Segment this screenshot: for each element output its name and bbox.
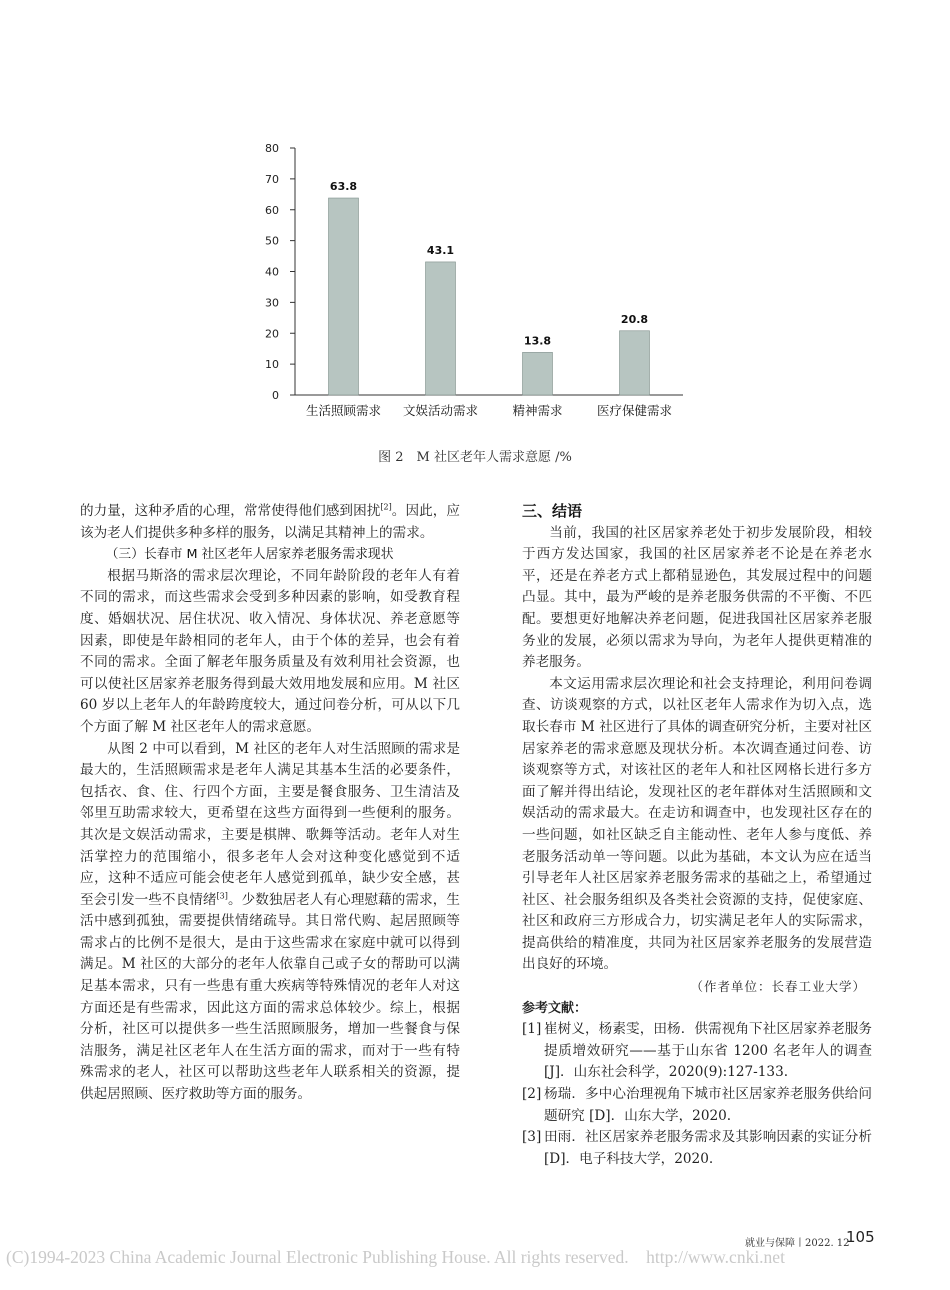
data-label: 13.8 xyxy=(523,334,552,348)
bar xyxy=(620,331,650,395)
citation: [2] xyxy=(380,502,392,512)
y-tick-label: 80 xyxy=(265,142,279,155)
bar xyxy=(329,198,359,395)
paragraph: 根据马斯洛的需求层次理论，不同年龄阶段的老年人有着不同的需求，而这些需求会受到多种因素的影响，如受教育程度、婚姻状况、居住状况、收入情况、身体状况、养老意愿等因素，即使是年龄相同的老年人，由于个体的差异，也会有着不同的需求。全面了解老年服务质量及有效利用社会资源，也可以使社区居家养老服务得到最大效用地发展和应用。M 社区 60 岁以上老年人的年龄跨度较大，通过问卷分析，可从以下几个方面了解 M 社区老年人的需求意愿。 xyxy=(80,567,460,735)
page-number: 105 xyxy=(846,1228,875,1246)
data-label: 20.8 xyxy=(620,312,649,326)
right-column xyxy=(522,501,872,1170)
journal-name: 就业与保障丨2022. 12 xyxy=(745,1238,850,1249)
copyright-watermark: (C)1994-2023 China Academic Journal Electronic Publishing House. All rights reserved. http://www.cnki.net xyxy=(6,1247,785,1267)
reference-item: [3] 田雨．社区居家养老服务需求及其影响因素的实证分析 [D]．电子科技大学，2020. xyxy=(522,1129,872,1167)
x-tick-label: 生活照顾需求 xyxy=(305,403,382,418)
figure-caption: 图 2 M 社区老年人需求意愿 /% xyxy=(378,450,572,465)
data-label: 63.8 xyxy=(329,180,358,194)
references-title: 参考文献： xyxy=(522,1000,588,1016)
bar-chart xyxy=(255,140,695,425)
y-tick-label: 30 xyxy=(265,296,279,310)
y-tick-label: 40 xyxy=(265,265,279,279)
reference-item: [2] 杨瑞．多中心治理视角下城市社区居家养老服务供给问题研究 [D]．山东大学，2020. xyxy=(522,1086,872,1124)
section-title: 三、结语 xyxy=(522,502,583,520)
citation: [3] xyxy=(216,891,228,901)
y-tick-label: 10 xyxy=(265,358,279,372)
y-tick-label: 60 xyxy=(265,203,279,217)
paragraph: 从图 2 中可以看到，M 社区的老年人对生活照顾的需求是最大的，生活照顾需求是老年人满足其基本生活的必要条件，包括衣、食、住、行四个方面，主要是餐食服务、卫生清洁及邻里互助需求较大，更希望在这些方面得到一些便利的服务。其次是文娱活动需求，主要是棋牌、歌舞等活动。老年人对生活掌控力的范围缩小，很多老年人会对这种变化感觉到不适应，这种不适应可能会使老年人感觉到孤单，缺少安全感，甚至会引发一些不良情绪[3]。少数独居老人有心理慰藉的需求，生活中感到孤独，需要提供情绪疏导。其日常代购、起居照顾等需求占的比例不是很大，是由于这些需求在家庭中就可以得到满足。M 社区的大部分的老年人依靠自己或子女的帮助可以满足基本需求，只有一些患有重大疾病等特殊情况的老年人对这方面还是有些需求，因此这方面的需求总体较少。综上，根据分析，社区可以提供多一些生活照顾服务，增加一些餐食与保洁服务，满足社区老年人在生活方面的需求，而对于一些有特殊需求的老人，社区可以帮助这些老年人联系相关的资源，提供起居照顾、医疗救助等方面的服务。 xyxy=(80,740,461,1103)
left-column xyxy=(80,501,460,1106)
subsection-heading: （三）长春市 M 社区老年人居家养老服务需求现状 xyxy=(105,547,394,563)
y-tick-label: 0 xyxy=(272,389,279,402)
y-tick-label: 50 xyxy=(265,234,279,248)
reference-item: [1] 崔树义，杨素雯，田杨．供需视角下社区居家养老服务提质增效研究——基于山东省 1200 名老年人的调查 [J]．山东社会科学，2020(9):127-133. xyxy=(522,1021,872,1081)
paragraph: 本文运用需求层次理论和社会支持理论，利用问卷调查、访谈观察的方式，以社区老年人需求作为切入点，选取长春市 M 社区进行了具体的调查研究分析，主要对社区居家养老的需求意愿及现状分析。本次调查通过问卷、访谈观察等方式，对该社区的老年人和社区网格长进行多方面了解并得出结论，发现社区的老年群体对生活照顾和文娱活动的需求最大。在走访和调查中，也发现社区存在的一些问题，如社区缺乏自主能动性、老年人参与度低、养老服务活动单一等问题。以此为基础，本文认为应在适当引导老年人社区居家养老服务需求的基础之上，希望通过社区、社会服务组织及各类社会资源的支持，促使家庭、社区和政府三方形成合力，切实满足老年人的实际需求，提高供给的精准度，共同为社区居家养老服务的发展营造出良好的环境。 xyxy=(522,675,872,973)
x-tick-label: 精神需求 xyxy=(512,403,563,418)
bar xyxy=(426,262,456,395)
x-tick-label: 文娱活动需求 xyxy=(402,403,479,418)
reference-list xyxy=(522,1019,872,1170)
author-affiliation: （作者单位：长春工业大学） xyxy=(690,979,866,995)
paragraph: 的力量，这种矛盾的心理，常常使得他们感到困扰[2]。因此，应该为老人们提供多种多样的服务，以满足其精神上的需求。 xyxy=(80,502,461,541)
data-label: 43.1 xyxy=(426,243,455,257)
y-tick-label: 70 xyxy=(265,172,279,186)
y-tick-label: 20 xyxy=(265,327,279,341)
paragraph: 当前，我国的社区居家养老处于初步发展阶段，相较于西方发达国家，我国的社区居家养老不论是在养老水平，还是在养老方式上都稍显逊色，其发展过程中的问题凸显。其中，最为严峻的是养老服务供需的不平衡、不匹配。要想更好地解决养老问题，促进我国社区居家养老服务业的发展，必须以需求为导向，为老年人提供更精准的养老服务。 xyxy=(522,524,872,671)
bar xyxy=(523,352,553,395)
x-tick-label: 医疗保健需求 xyxy=(596,403,673,418)
